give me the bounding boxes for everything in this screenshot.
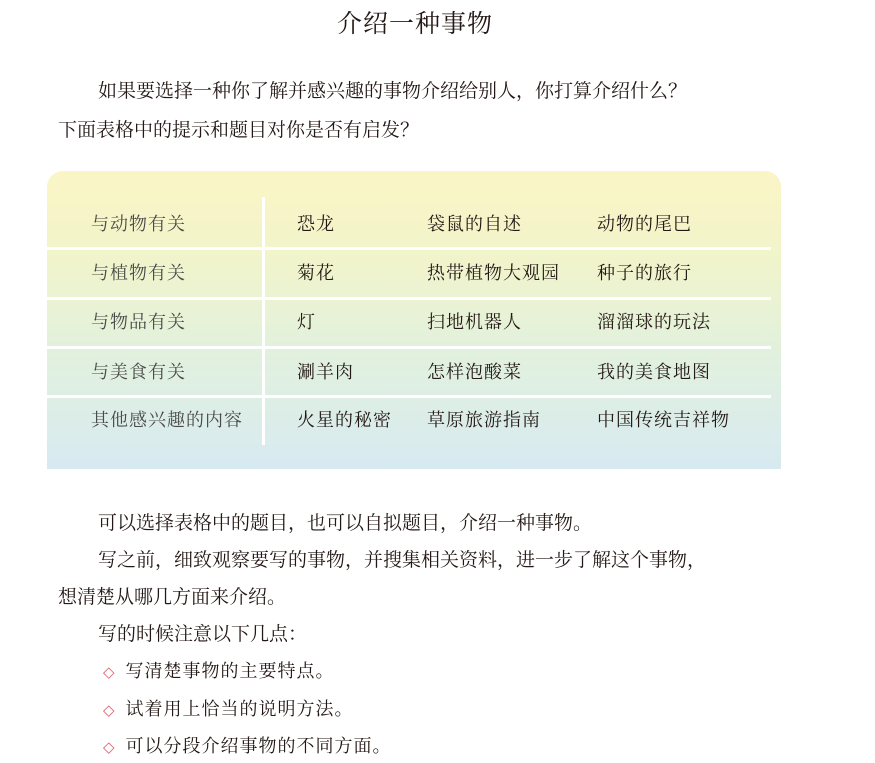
row-divider: [47, 297, 771, 300]
body-paragraph-3: 写的时候注意以下几点：: [98, 623, 308, 645]
table-topic: 溜溜球的玩法: [597, 312, 711, 333]
diamond-bullet-icon: ◇: [103, 738, 116, 756]
table-topic: 热带植物大观园: [427, 263, 560, 284]
table-topic: 恐龙: [297, 214, 335, 235]
table-topic: 怎样泡酸菜: [427, 362, 522, 383]
diamond-bullet-icon: ◇: [103, 701, 116, 719]
tip-text: 可以分段介绍事物的不同方面。: [125, 736, 392, 757]
table-topic: 我的美食地图: [597, 362, 711, 383]
table-category: 与动物有关: [91, 214, 186, 235]
tip-item: [103, 698, 354, 722]
body-paragraph-2-line-1: 写之前，细致观察要写的事物，并搜集相关资料，进一步了解这个事物，: [98, 549, 707, 571]
table-category: 与植物有关: [91, 263, 186, 284]
body-paragraph-1: 可以选择表格中的题目，也可以自拟题目，介绍一种事物。: [98, 512, 593, 534]
intro-line-2: 下面表格中的提示和题目对你是否有启发？: [58, 119, 420, 141]
intro-line-1: 如果要选择一种你了解并感兴趣的事物介绍给别人，你打算介绍什么？: [98, 80, 688, 102]
table-topic: 火星的秘密: [297, 410, 392, 431]
table-topic: 灯: [297, 312, 316, 333]
diamond-bullet-icon: ◇: [103, 663, 116, 681]
table-topic: 扫地机器人: [427, 312, 522, 333]
table-topic: 草原旅游指南: [427, 410, 541, 431]
table-topic: 中国传统吉祥物: [597, 410, 730, 431]
tip-text: 写清楚事物的主要特点。: [125, 661, 335, 682]
body-paragraph-2-line-2: 想清楚从哪几方面来介绍。: [58, 586, 287, 608]
row-divider: [47, 247, 771, 250]
page-title: 介绍一种事物: [336, 9, 493, 38]
table-category: 其他感兴趣的内容: [91, 410, 243, 431]
row-divider: [47, 395, 771, 398]
topic-table: [47, 171, 781, 469]
tip-item: [103, 735, 392, 759]
table-topic: 袋鼠的自述: [427, 214, 522, 235]
table-topic: 涮羊肉: [297, 362, 354, 383]
table-category: 与美食有关: [91, 362, 186, 383]
tip-item: [103, 660, 335, 684]
row-divider: [47, 346, 771, 349]
tip-text: 试着用上恰当的说明方法。: [125, 699, 354, 720]
table-topic: 菊花: [297, 263, 335, 284]
column-divider: [262, 197, 265, 445]
table-topic: 种子的旅行: [597, 263, 692, 284]
table-category: 与物品有关: [91, 312, 186, 333]
table-topic: 动物的尾巴: [597, 214, 692, 235]
